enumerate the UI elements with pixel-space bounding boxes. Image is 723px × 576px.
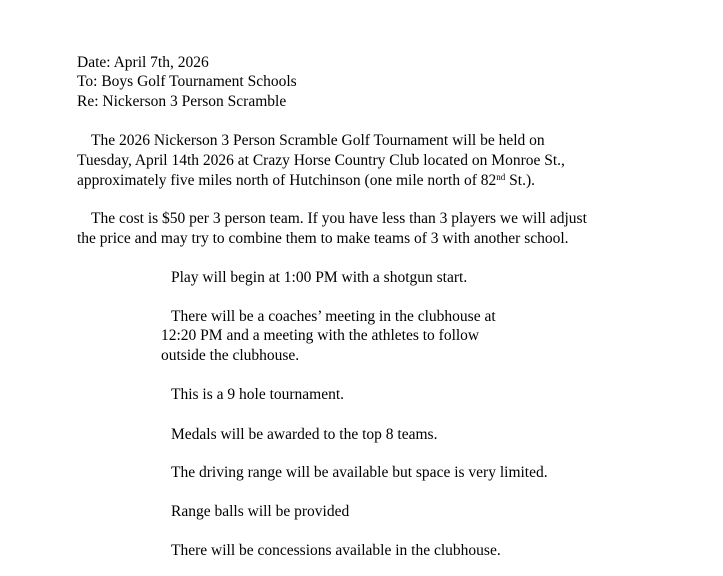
memo-re: Re: Nickerson 3 Person Scramble bbox=[77, 93, 287, 110]
meeting-line-2: 12:20 PM and a meeting with the athletes to follow bbox=[161, 327, 480, 344]
meeting-line-1: There will be a coaches’ meeting in the clubhouse at bbox=[171, 308, 496, 325]
memo-to: To: Boys Golf Tournament Schools bbox=[77, 73, 297, 90]
intro-line-3-text: approximately five miles north of Hutchinson (one mile north of 82 bbox=[77, 172, 497, 189]
intro-line-1: The 2026 Nickerson 3 Person Scramble Golf Tournament will be held on bbox=[91, 132, 545, 149]
medals-text: Medals will be awarded to the top 8 teams. bbox=[171, 426, 438, 443]
ordinal-suffix: nd bbox=[496, 172, 506, 182]
concessions-text: There will be concessions available in the clubhouse. bbox=[171, 542, 501, 559]
memo-date: Date: April 7th, 2026 bbox=[77, 54, 209, 71]
meeting-line-3: outside the clubhouse. bbox=[161, 347, 300, 364]
intro-line-2: Tuesday, April 14th 2026 at Crazy Horse Country Club located on Monroe St., bbox=[77, 152, 565, 169]
intro-line-3 bbox=[77, 171, 535, 190]
cost-line-2: the price and may try to combine them to make teams of 3 with another school. bbox=[77, 230, 569, 247]
driving-range-text: The driving range will be available but space is very limited. bbox=[171, 464, 548, 481]
play-start-text: Play will begin at 1:00 PM with a shotgun start. bbox=[171, 269, 468, 286]
range-balls-text: Range balls will be provided bbox=[171, 503, 350, 520]
holes-text: This is a 9 hole tournament. bbox=[171, 386, 345, 403]
intro-line-3-end: St.). bbox=[505, 172, 535, 189]
cost-line-1: The cost is $50 per 3 person team. If you have less than 3 players we will adjust bbox=[91, 210, 587, 227]
